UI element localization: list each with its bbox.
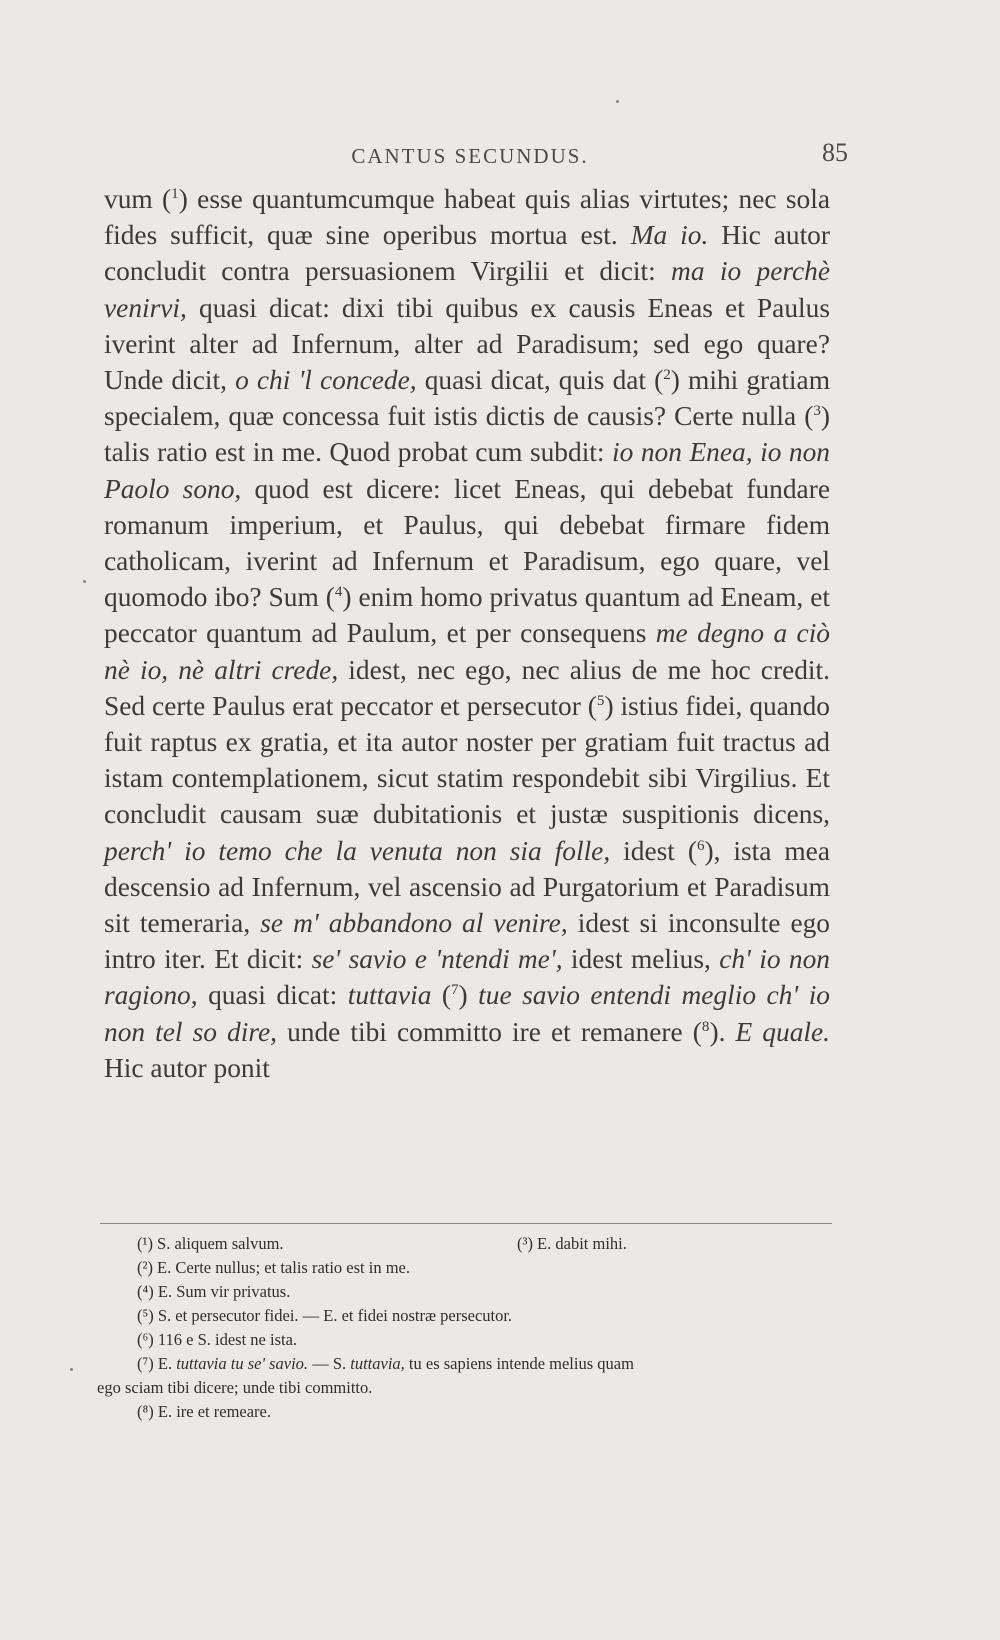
footnote-7 (97, 1352, 823, 1376)
footnote-7-italic-2: tuttavia, (350, 1354, 405, 1373)
paper-speck (83, 580, 86, 583)
footnote-ref: 3 (813, 403, 821, 420)
footnote-7-prefix: (⁷) E. (137, 1354, 177, 1373)
paper-speck (616, 100, 619, 103)
text-run: ). (709, 1016, 736, 1047)
text-run: quasi dicat: (197, 980, 348, 1011)
italic-quote: ma io perchè venirvi, (104, 256, 830, 323)
italic-quote: se' savio e 'ntendi me', (311, 944, 563, 975)
text-run: quasi dicat: dixi tibi quibus ex causis Eneas et Paulus iverint alter ad Infernum, alter ad Paradisum; sed ego quare? Unde dicit, (104, 292, 830, 396)
footnote-ref: 2 (663, 366, 671, 383)
footnote-ref: 7 (451, 982, 459, 999)
italic-quote: tuttavia (347, 980, 432, 1011)
text-run: vum ( (104, 184, 172, 214)
italic-quote: io non Enea, io non Paolo sono, (104, 437, 830, 504)
footnote-ref: 6 (696, 837, 705, 854)
text-run: quod est dicere: licet Eneas, qui debebat fundare romanum imperium, et Paulus, qui debebat firmare fidem catholicam, iverint ad Infernum et Paradisum, ego quare, vel quomodo ibo? Sum ( (104, 473, 830, 613)
text-run: Hic autor concludit contra persuasionem Virgilii et dicit: (104, 220, 830, 287)
footnote-ref: 8 (701, 1018, 710, 1035)
footnote-3: (³) E. dabit mihi. (517, 1234, 627, 1253)
footnote-7-mid: — S. (308, 1354, 351, 1373)
footnote-7-rest: tu es sapiens intende melius quam (404, 1354, 634, 1373)
text-run: quasi dicat, quis dat ( (416, 365, 664, 396)
footnote-ref: 4 (334, 584, 343, 601)
text-run: ) talis ratio est in me. Quod probat cum subdit: (104, 401, 830, 468)
footnote-ref: 1 (171, 185, 179, 202)
text-run: ), ista mea descensio ad Infernum, vel ascensio ad Purgatorium et Paradisum sit temeraria, (104, 835, 830, 939)
footnote-7-italic-1: tuttavia tu se' savio. (176, 1354, 309, 1373)
text-run: ) (458, 980, 479, 1011)
italic-quote: E quale. (735, 1016, 831, 1047)
page-header (100, 138, 848, 178)
italic-quote: perch' io temo che la venuta non sia folle, (104, 835, 611, 866)
footnote-8: (⁸) E. ire et remeare. (137, 1402, 271, 1421)
text-run: unde tibi committo ire et remanere ( (277, 1016, 702, 1047)
text-run: ) istius fidei, quando fuit raptus ex gratia, et ita autor noster per gratiam fuit tractus ad istam contemplationem, sicut statim respondebit sibi Virgilius. Et concludit causam suæ dubitationis et justæ suspitionis dicens, (104, 690, 830, 830)
footnote-2: (²) E. Certe nullus; et talis ratio est in me. (137, 1258, 411, 1277)
footnotes (97, 1232, 823, 1424)
italic-quote: Ma io. (630, 220, 709, 251)
italic-quote: me degno a ciò nè io, nè altri crede, (104, 618, 830, 685)
text-run: ) mihi gratiam specialem, quæ concessa fuit istis dictis de causis? Certe nulla ( (104, 365, 831, 432)
footnote-6: (⁶) 116 e S. idest ne ista. (137, 1330, 298, 1349)
commentary-paragraph (104, 181, 830, 1086)
footnote-5: (⁵) S. et persecutor fidei. — E. et fidei nostræ persecutor. (137, 1306, 513, 1325)
text-run: idest ( (610, 835, 697, 866)
text-run: idest, nec ego, nec alius de me hoc credit. Sed certe Paulus erat peccator et persecutor ( (104, 654, 831, 721)
footnote-7-continuation: ego sciam tibi dicere; unde tibi committo. (97, 1378, 373, 1397)
text-run: idest melius, (562, 944, 720, 975)
running-title: CANTUS SECUNDUS. (351, 144, 589, 168)
footnote-ref: 5 (596, 692, 605, 709)
text-run: ) enim homo privatus quantum ad Eneam, et peccator quantum ad Paulum, et per consequens (104, 582, 830, 649)
italic-quote: ch' io non ragiono, (104, 944, 830, 1011)
footnote-4: (⁴) E. Sum vir privatus. (137, 1282, 291, 1301)
text-run: Hic autor ponit (104, 1052, 270, 1083)
paper-speck (70, 1368, 73, 1371)
italic-quote: tue savio entendi meglio ch' io non tel so dire, (104, 980, 830, 1047)
italic-quote: o chi 'l concede, (235, 365, 417, 396)
italic-quote: se m' abbandono al venire, (260, 908, 568, 939)
text-run: idest si inconsulte ego intro iter. Et dicit: (104, 908, 830, 975)
text-run: ( (431, 980, 451, 1011)
text-run: ) esse quantumcumque habeat quis alias virtutes; nec sola fides sufficit, quæ sine operibus mortua est. (104, 184, 830, 251)
page-number: 85 (822, 138, 848, 167)
footnote-rule (100, 1223, 832, 1224)
footnote-1: (¹) S. aliquem salvum. (137, 1234, 284, 1253)
